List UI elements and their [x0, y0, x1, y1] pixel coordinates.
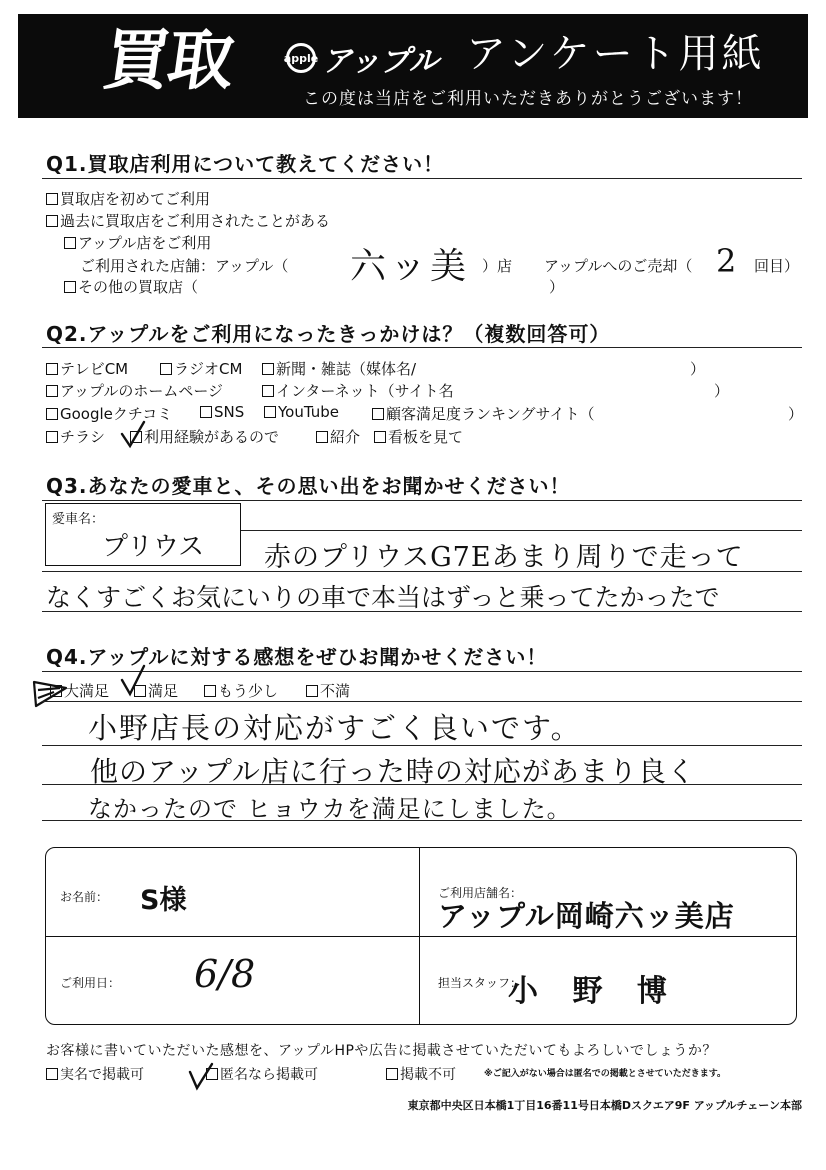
checkbox[interactable] [46, 431, 58, 443]
handwritten-check-icon [118, 420, 148, 450]
option-label: 過去に買取店をご利用されたことがある [60, 212, 331, 230]
checkbox[interactable] [46, 193, 58, 205]
q1-sales-label: アップルへのご売却（ [544, 257, 693, 275]
consent-note: ※ご記入がない場合は匿名での掲載とさせていただきます。 [484, 1069, 727, 1079]
option-label: 掲載不可 [400, 1067, 456, 1083]
divider [42, 347, 802, 348]
checkbox[interactable] [316, 431, 328, 443]
option-label: テレビCM [60, 360, 129, 378]
form-subtitle: この度は当店をご利用いただきありがとうございます！ [303, 89, 753, 109]
divider [42, 500, 802, 501]
option-label: 実名で掲載可 [60, 1067, 144, 1083]
q2-option-internet[interactable] [262, 380, 454, 401]
store-name-label: ご利用店舗名： [438, 886, 523, 900]
option-label: 利用経験があるので [144, 428, 280, 446]
checkbox[interactable] [46, 363, 58, 375]
checkbox[interactable] [46, 385, 58, 397]
option-label: 新聞・雑誌（媒体名/ [276, 360, 417, 378]
writing-line [42, 571, 802, 572]
option-label: 顧客満足度ランキングサイト（ [386, 405, 595, 423]
divider [42, 178, 802, 179]
q1-other-close: ） [549, 278, 565, 296]
consent-option-anonymous[interactable] [206, 1064, 318, 1084]
option-label: 大満足 [64, 682, 110, 700]
store-name-value[interactable]: アップル岡崎六ッ美店 [438, 899, 735, 933]
q4-option-unsatisfied[interactable] [306, 680, 350, 701]
car-name-box[interactable] [45, 503, 241, 566]
q4-answer-line-1[interactable]: 小野店長の対応がすごく良いです。 [88, 711, 582, 745]
writing-line [42, 701, 802, 702]
apple-logo [283, 36, 439, 80]
checkbox[interactable] [264, 406, 276, 418]
q3-heading: Q3.あなたの愛車と、その思い出をお聞かせください！ [46, 474, 571, 498]
q2-option-sns[interactable] [200, 403, 244, 421]
q2-option-intro[interactable] [316, 426, 360, 447]
writing-line [42, 611, 802, 612]
checkbox[interactable] [306, 685, 318, 697]
checkbox[interactable] [386, 1068, 398, 1080]
staff-value[interactable]: 小 野 博 [508, 974, 679, 1009]
q2-option-radio[interactable] [160, 358, 242, 379]
q1-store-value[interactable]: 六ッ美 [350, 246, 471, 287]
option-label: 不満 [320, 682, 351, 700]
q1-store-label: ご利用された店舗：アップル（ [80, 257, 289, 275]
q1-option-past[interactable] [46, 210, 330, 231]
q1-heading: Q1.買取店利用について教えてください！ [46, 152, 445, 176]
option-label: SNS [214, 403, 245, 421]
option-label: 買取店を初めてご利用 [60, 190, 211, 208]
q2-news-close: ） [690, 360, 706, 378]
name-label: お名前： [60, 890, 109, 904]
q2-option-tv[interactable] [46, 358, 128, 379]
form-title: アンケート用紙 [466, 31, 765, 77]
checkbox[interactable] [46, 408, 58, 420]
writing-line [241, 530, 802, 531]
consent-option-no[interactable] [386, 1064, 456, 1084]
writing-line [42, 820, 802, 821]
q1-store-suffix: ）店 [482, 257, 513, 275]
option-label: ラジオCM [174, 360, 243, 378]
divider [46, 936, 796, 937]
consent-question: お客様に書いていただいた感想を、アップルHPや広告に掲載させていただいてもよろしいでしょうか？ [46, 1043, 717, 1059]
q3-answer-line-2[interactable]: なくすごくお気にいりの車で本当はずっと乗ってたかったで [46, 583, 720, 612]
footer-address: 東京都中央区日本橋1丁目16番11号日本橋Dスクエア9F アップルチェーン本部 [407, 1099, 802, 1112]
q2-option-ranking[interactable] [372, 403, 595, 424]
writing-line [42, 745, 802, 746]
option-label: 看板を見て [388, 428, 464, 446]
q2-option-experience[interactable] [130, 426, 279, 447]
q2-option-youtube[interactable] [264, 403, 339, 421]
checkbox[interactable] [262, 385, 274, 397]
header-banner [18, 14, 808, 118]
checkbox[interactable] [46, 1068, 58, 1080]
car-name-value: プリウス [102, 532, 205, 562]
scribble-mark-icon [30, 676, 70, 710]
q2-option-google[interactable] [46, 403, 172, 424]
q4-heading: Q4.アップルに対する感想をぜひお聞かせください！ [46, 645, 548, 669]
writing-line [42, 784, 802, 785]
date-value[interactable]: 6/8 [194, 952, 256, 996]
q4-answer-line-3[interactable]: なかったので ヒョウカを満足にしました。 [88, 795, 572, 823]
handwritten-check-icon [118, 664, 148, 698]
q1-sales-suffix: 回目） [754, 257, 800, 275]
q2-ranking-close: ） [788, 405, 804, 423]
consent-option-real-name[interactable] [46, 1064, 144, 1084]
q2-option-homepage[interactable] [46, 380, 223, 401]
checkbox[interactable] [46, 215, 58, 227]
checkbox[interactable] [204, 685, 216, 697]
q2-option-flyer[interactable] [46, 426, 105, 447]
q4-option-little[interactable] [204, 680, 278, 701]
option-label: チラシ [60, 428, 106, 446]
divider [42, 671, 802, 672]
date-label: ご利用日： [60, 976, 121, 990]
q4-answer-line-2[interactable]: 他のアップル店に行った時の対応があまり良く [90, 755, 696, 788]
option-label: その他の買取店（ [78, 278, 199, 296]
checkbox[interactable] [64, 237, 76, 249]
checkbox[interactable] [200, 406, 212, 418]
option-label: もう少し [218, 682, 279, 700]
q3-answer-line-1[interactable]: 赤のプリウスG7Eあまり周りで走って [264, 542, 744, 573]
option-label: YouTube [278, 403, 339, 421]
apple-logo-text: アップル [322, 44, 439, 79]
option-label: 満足 [148, 682, 179, 700]
car-name-label: 愛車名： [52, 512, 105, 527]
customer-info-box [45, 847, 797, 1025]
q2-internet-close: ） [714, 382, 730, 400]
q1-option-other[interactable] [64, 276, 198, 297]
handwritten-check-icon [186, 1060, 216, 1092]
q2-option-news[interactable] [262, 358, 416, 379]
staff-label: 担当スタッフ： [438, 976, 523, 990]
q1-sales-value[interactable]: 2 [716, 242, 737, 280]
q2-option-sign[interactable] [374, 426, 463, 447]
name-value[interactable]: S様 [140, 885, 187, 916]
q1-option-apple[interactable] [64, 232, 211, 253]
option-label: 匿名なら掲載可 [220, 1067, 318, 1083]
checkbox[interactable] [160, 363, 172, 375]
apple-mark-icon: apple [286, 43, 316, 73]
option-label: アップル店をご利用 [78, 234, 212, 252]
q2-heading: Q2.アップルをご利用になったきっかけは？（複数回答可） [46, 322, 611, 346]
checkbox[interactable] [374, 431, 386, 443]
kaitori-logo: 買取 [98, 22, 238, 99]
checkbox[interactable] [262, 363, 274, 375]
option-label: 紹介 [330, 428, 361, 446]
checkbox[interactable] [372, 408, 384, 420]
q1-option-first-time[interactable] [46, 188, 210, 209]
option-label: インターネット（サイト名 [276, 382, 454, 400]
option-label: Googleクチコミ [60, 405, 173, 423]
option-label: アップルのホームページ [60, 382, 224, 400]
checkbox[interactable] [64, 281, 76, 293]
